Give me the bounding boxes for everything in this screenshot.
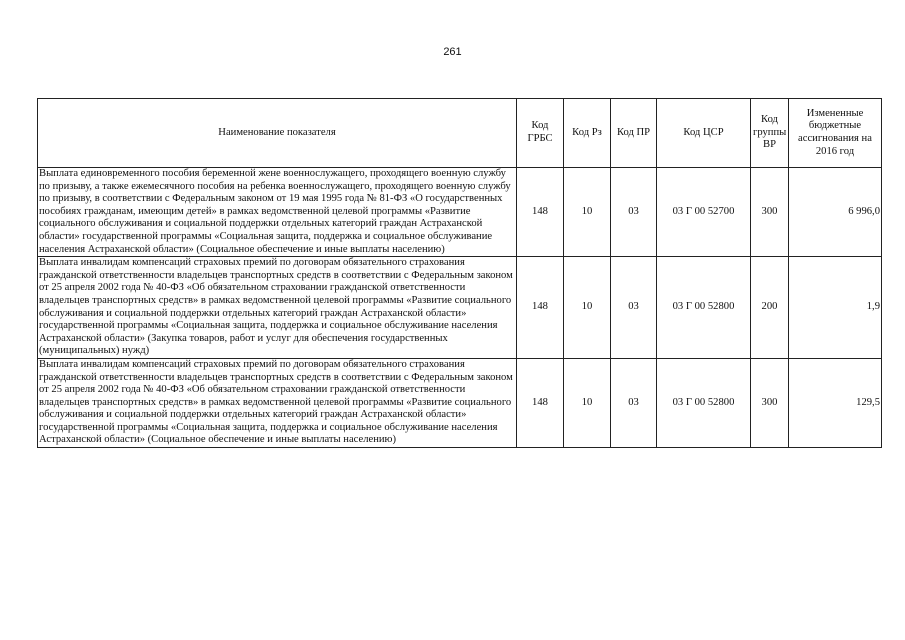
row-vr: 200 <box>751 257 789 359</box>
header-rz: Код Рз <box>564 99 611 168</box>
row-rz: 10 <box>564 358 611 447</box>
row-rz: 10 <box>564 168 611 257</box>
row-grbs: 148 <box>517 358 564 447</box>
row-name: Выплата инвалидам компенсаций страховых премий по договорам обязательного страхования гражданской ответственности владельцев транспортных средств в соответствии с Федеральным законом от 25 апреля 2002 года № 40-ФЗ «Об обязательном страховании гражданской ответственности владельцев транспортных средств» в рамках ведомственной целевой программы «Развитие социального обслуживания и социальной поддержки отдельных категорий граждан Астраханской области» государственной программы «Социальная защита, поддержка и социальное обслуживание населения Астраханской области» (Закупка товаров, работ и услуг для обеспечения государственных (муниципальных) нужд) <box>38 257 517 359</box>
row-csr: 03 Г 00 52800 <box>657 358 751 447</box>
row-name: Выплата единовременного пособия беременной жене военнослужащего, проходящего военную службу по призыву, а также ежемесячного пособия на ребенка военнослужащего, проходящего военную службу по призыву, в соответствии с Федеральным законом от 19 мая 1995 года № 81-ФЗ «О государственных пособиях гражданам, имеющим детей» в рамках ведомственной целевой программы «Развитие социального обслуживания и социальной поддержки отдельных категорий граждан Астраханской области» государственной программы «Социальная защита, поддержка и социальное обслуживание населения Астраханской области» (Социальное обеспечение и иные выплаты населению) <box>38 168 517 257</box>
header-row <box>38 99 882 168</box>
row-name: Выплата инвалидам компенсаций страховых премий по договорам обязательного страхования гражданской ответственности владельцев транспортных средств в соответствии с Федеральным законом от 25 апреля 2002 года № 40-ФЗ «Об обязательном страховании гражданской ответственности владельцев транспортных средств» в рамках ведомственной целевой программы «Развитие социального обслуживания и социальной поддержки отдельных категорий граждан Астраханской области» государственной программы «Социальная защита, поддержка и социальное обслуживание населения Астраханской области» (Социальное обеспечение и иные выплаты населению) <box>38 358 517 447</box>
row-amount: 6 996,0 <box>789 168 882 257</box>
row-csr: 03 Г 00 52800 <box>657 257 751 359</box>
row-grbs: 148 <box>517 168 564 257</box>
row-grbs: 148 <box>517 257 564 359</box>
header-name: Наименование показателя <box>38 99 517 168</box>
header-amount: Измененные бюджетные ассигнования на 2016 год <box>789 99 882 168</box>
header-grbs: Код ГРБС <box>517 99 564 168</box>
row-amount: 1,9 <box>789 257 882 359</box>
header-csr: Код ЦСР <box>657 99 751 168</box>
page-number: 261 <box>443 46 462 58</box>
row-vr: 300 <box>751 168 789 257</box>
budget-table <box>37 98 882 448</box>
table-row <box>38 168 882 257</box>
table-row <box>38 358 882 447</box>
row-pr: 03 <box>611 168 657 257</box>
row-rz: 10 <box>564 257 611 359</box>
table-row <box>38 257 882 359</box>
header-pr: Код ПР <box>611 99 657 168</box>
row-pr: 03 <box>611 358 657 447</box>
header-vr: Код группы ВР <box>751 99 789 168</box>
row-csr: 03 Г 00 52700 <box>657 168 751 257</box>
row-amount: 129,5 <box>789 358 882 447</box>
row-pr: 03 <box>611 257 657 359</box>
row-vr: 300 <box>751 358 789 447</box>
